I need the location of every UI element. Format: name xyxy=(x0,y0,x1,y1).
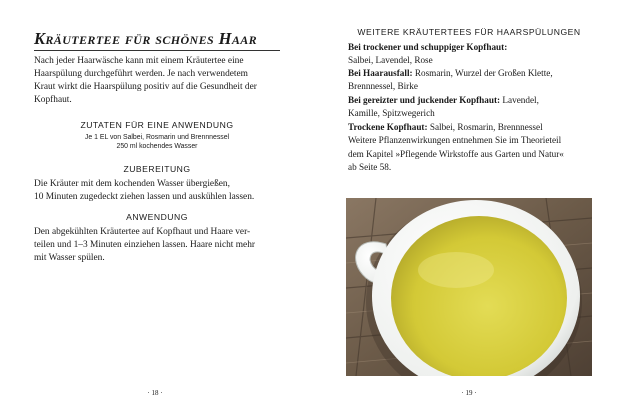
item-text: Weitere Pflanzenwirkungen entnehmen Sie im Theorieteil xyxy=(348,135,562,145)
list-item xyxy=(348,80,418,92)
item-text: dem Kapitel »Pflegende Wirkstoffe aus Garten und Natur« xyxy=(348,149,564,159)
right-page xyxy=(312,0,624,411)
tea-surface xyxy=(391,216,567,376)
preparation-line: Die Kräuter mit dem kochenden Wasser übergießen, xyxy=(34,179,230,189)
intro-line: Nach jeder Haarwäsche kann mit einem Kräutertee eine xyxy=(34,56,244,66)
ingredient-item: 250 ml kochendes Wasser xyxy=(116,142,198,150)
preparation-paragraph xyxy=(34,178,280,204)
application-paragraph xyxy=(34,226,280,265)
item-label: Trockene Kopfhaut: xyxy=(348,122,428,132)
ingredients-heading: ZUTATEN FÜR EINE ANWENDUNG xyxy=(80,120,234,130)
intro-line: Haarspülung durchgeführt werden. Je nach verwendetem xyxy=(34,69,248,80)
tea-cup-illustration xyxy=(346,198,592,376)
page-number-right: · 19 · xyxy=(461,389,477,397)
item-label: Bei Haarausfall: xyxy=(348,68,413,78)
list-item xyxy=(348,134,561,146)
application-line: Den abgekühlten Kräutertee auf Kopfhaut und Haare ver- xyxy=(34,227,251,237)
page-number-left: · 18 · xyxy=(147,389,163,397)
intro-line: Kopfhaut. xyxy=(34,95,72,106)
item-text: Salbei, Lavendel, Rose xyxy=(348,55,433,65)
item-text: Rosmarin, Wurzel der Großen Klette, xyxy=(412,68,553,78)
further-teas-heading: WEITERE KRÄUTERTEES FÜR HAARSPÜLUNGEN xyxy=(357,27,581,37)
item-text: Brennnessel, Birke xyxy=(348,81,418,91)
item-text: ab Seite 58. xyxy=(348,162,392,172)
application-line: mit Wasser spülen. xyxy=(34,253,105,264)
item-text: Salbei, Rosmarin, Brennnessel xyxy=(427,122,543,132)
preparation-heading: ZUBEREITUNG xyxy=(123,164,191,174)
recipe-title: Kräutertee für schönes Haar xyxy=(34,29,258,48)
list-item xyxy=(348,94,539,106)
application-line: teilen und 1–3 Minuten einziehen lassen. Haare nicht mehr xyxy=(34,240,256,251)
item-text: Kamille, Spitzwegerich xyxy=(348,108,435,118)
list-item xyxy=(348,67,553,79)
list-item xyxy=(348,148,564,160)
list-item xyxy=(348,121,543,133)
tea-cup-photo xyxy=(346,198,592,376)
intro-paragraph xyxy=(34,55,280,107)
item-text: Lavendel, xyxy=(500,95,539,105)
list-item xyxy=(348,54,433,66)
title-underline xyxy=(34,50,280,51)
intro-line: Kraut wirkt die Haarspülung positiv auf die Gesundheit der xyxy=(34,82,257,93)
item-label: Bei gereizter und juckender Kopfhaut: xyxy=(348,95,501,105)
list-item xyxy=(348,41,507,53)
application-heading: ANWENDUNG xyxy=(126,212,188,222)
tea-highlight xyxy=(418,252,494,288)
ingredient-item: Je 1 EL von Salbei, Rosmarin und Brennnessel xyxy=(84,134,230,141)
preparation-line: 10 Minuten zugedeckt ziehen lassen und auskühlen lassen. xyxy=(34,192,255,203)
item-label: Bei trockener und schuppiger Kopfhaut: xyxy=(348,42,508,52)
list-item xyxy=(348,161,391,173)
list-item xyxy=(348,107,435,119)
ingredients-list xyxy=(34,134,280,151)
